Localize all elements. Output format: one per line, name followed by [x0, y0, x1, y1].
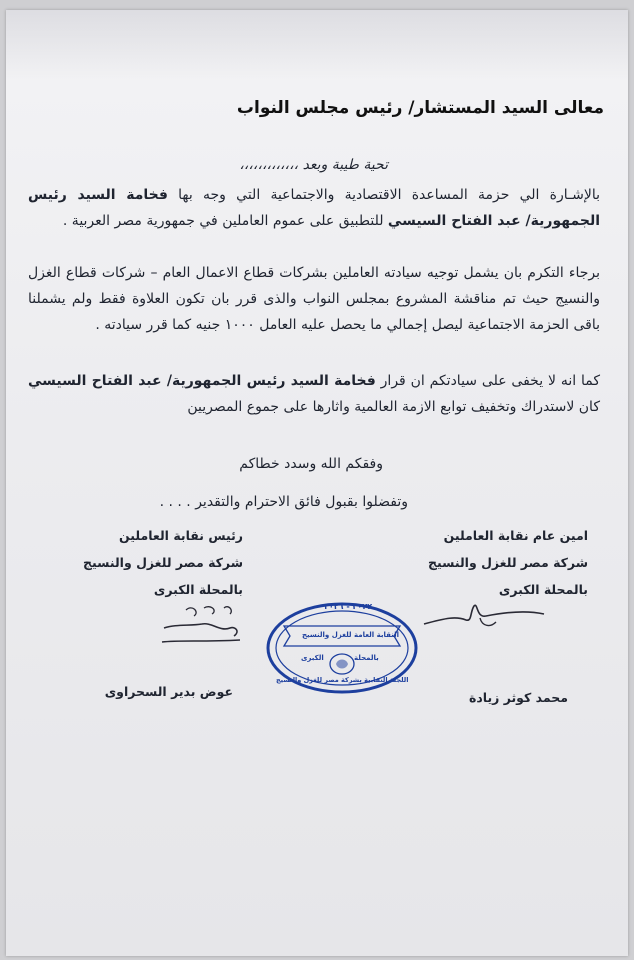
signatory-left-name: عوض بدير السحراوى — [104, 684, 233, 699]
signatory-left-company: شركة مصر للغزل والنسيج — [83, 555, 243, 570]
paragraph-2: برجاء التكرم بان يشمل توجيه سيادته العاملين بشركات قطاع الاعمال العام – شركات قطاع الغزل والنسيج حيث تم مناقشة المشروع بمجلس النواب والذى قرر بان تكون العلاوة فقط ولم يشملنا باقى الحزمة الاجتماعية ليصل إجمالي ما يحصل عليه العامل ١٠٠٠ جنيه كما قرر سيادته . — [28, 265, 600, 333]
paragraph-3-text-b: كان لاستدراك وتخفيف توابع الازمة العالمية واثارها على جموع المصريين — [187, 399, 600, 415]
paragraph-3-president: فخامة السيد رئيس الجمهورية/ عبد الفتاح السيسي — [28, 373, 376, 389]
signatory-left-block — [53, 522, 243, 603]
paragraph-1-text-a: بالإشـارة الي حزمة المساعدة الاقتصادية والاجتماعية التي وجه بها — [167, 187, 600, 203]
stamp-place-2: الكبرى — [301, 654, 324, 662]
closing-blessing: وفقكم الله وسدد خطاكم — [239, 456, 383, 472]
paragraph-3-text-a: كما انه لا يخفى على سيادتكم ان قرار — [375, 373, 601, 389]
stamp-years: ٢٠٢٢ - ٢٠٢٦ — [324, 602, 372, 611]
stamp-place: بالمحلة — [354, 654, 379, 662]
signatory-right-block — [398, 522, 588, 603]
paragraph-3 — [28, 368, 600, 420]
paragraph-1 — [28, 182, 600, 234]
signatory-left-title: رئيس نقابة العاملين — [119, 528, 243, 543]
paragraph-1-text-b: للتطبيق على عموم العاملين في جمهورية مصر العربية . — [62, 213, 388, 229]
greeting: تحية طيبة وبعد ،،،،،،،،،،،،، — [239, 157, 388, 173]
signatory-right-name: محمد كوثر زيادة — [468, 690, 568, 705]
signature-right — [416, 592, 556, 642]
signatory-right-city: بالمحلة الكبرى — [498, 582, 588, 597]
closing-regards: وتفضلوا بقبول فائق الاحترام والتقدير . . . . — [159, 494, 408, 510]
signature-left — [156, 602, 256, 652]
paragraph-1-president: فخامة السيد رئيس الجمهورية/ عبد الفتاح السيسي — [28, 187, 600, 229]
stamp-ring-text: اللجنة النقابية بشركة مصر للغزل والنسيج — [276, 676, 409, 684]
signatory-right-company: شركة مصر للغزل والنسيج — [428, 555, 588, 570]
letter-page — [6, 10, 628, 956]
salutation: معالى السيد المستشار/ رئيس مجلس النواب — [236, 98, 604, 118]
stamp-banner: النقابة العامة للغزل والنسيج — [302, 631, 400, 639]
signatory-right-title: امين عام نقابة العاملين — [443, 528, 588, 543]
signatory-left-city: بالمحلة الكبرى — [153, 582, 243, 597]
